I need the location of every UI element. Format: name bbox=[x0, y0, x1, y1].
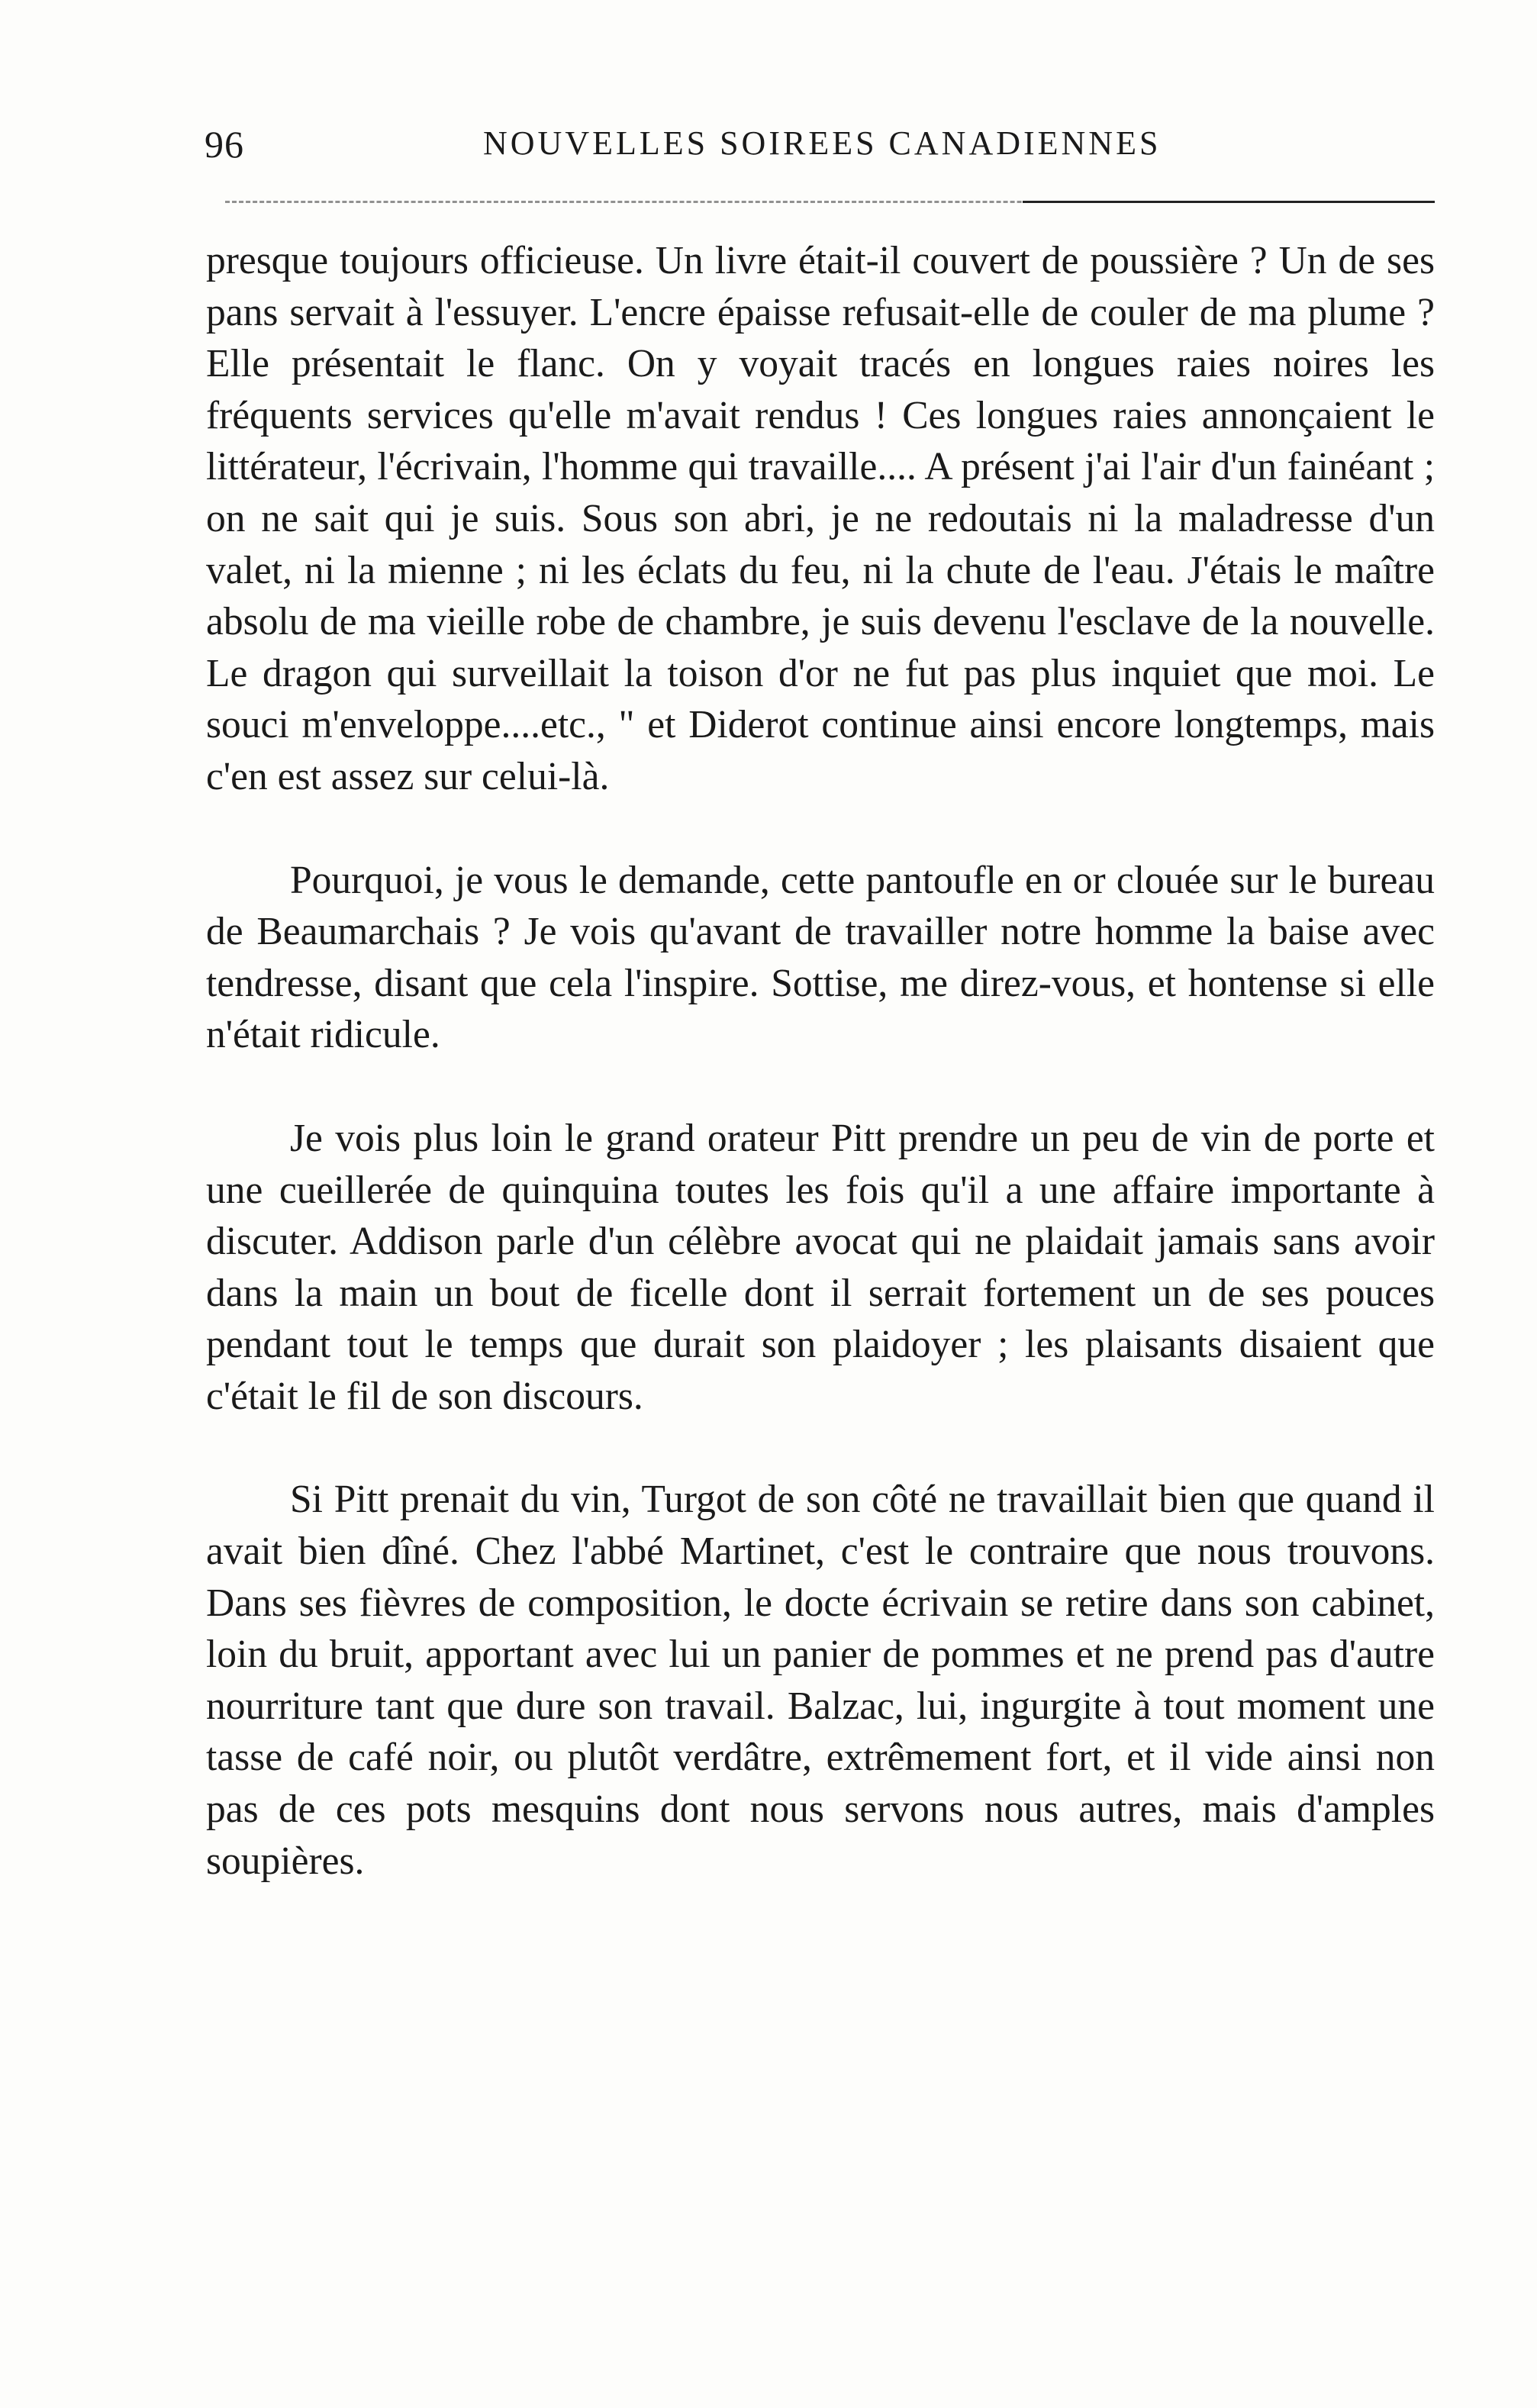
paragraph-2: Pourquoi, je vous le demande, cette pantoufle en or clouée sur le bureau de Beaumarchais ? Je vois qu'avant de travailler notre homme la baise avec tendresse, disant que cela l'inspire. Sottise, me direz-vous, et hontense si elle n'était ridicule. bbox=[206, 858, 1435, 1057]
page-number: 96 bbox=[205, 123, 244, 166]
paragraph-4: Si Pitt prenait du vin, Turgot de son côté ne travaillait bien que quand il avait bien dîné. Chez l'abbé Martinet, c'est le contraire que nous trouvons. Dans ses fièvres de composition, le docte écrivain se retire dans son cabinet, loin du bruit, apportant avec lui un panier de pommes et ne prend pas d'autre nourriture tant que dure son travail. Balzac, lui, ingurgite à tout moment une tasse de café noir, ou plutôt verdâtre, extrêmement fort, et il vide ainsi non pas de ces pots mesquins dont nous servons nous autres, mais d'amples soupières. bbox=[206, 1478, 1435, 1883]
running-title: NOUVELLES SOIREES CANADIENNES bbox=[483, 124, 1162, 162]
body-text bbox=[206, 235, 1435, 1887]
header-rule-solid bbox=[1023, 201, 1435, 203]
paragraph-3: Je vois plus loin le grand orateur Pitt prendre un peu de vin de porte et une cueillerée de quinquina toutes les fois qu'il a une affaire importante à discuter. Addison parle d'un célèbre avocat qui ne plaidait jamais sans avoir dans la main un bout de ficelle dont il serrait fortement un de ses pouces pendant tout le temps que durait son plaidoyer ; les plaisants disaient que c'était le fil de son discours. bbox=[206, 1116, 1435, 1418]
paragraph-1: presque toujours officieuse. Un livre était-il couvert de poussière ? Un de ses pans servait à l'essuyer. L'encre épaisse refusait-elle de couler de ma plume ? Elle présentait le flanc. On y voyait tracés en longues raies noires les fréquents services qu'elle m'avait rendus ! Ces longues raies annonçaient le littérateur, l'écrivain, l'homme qui travaille.... A présent j'ai l'air d'un fainéant ; on ne sait qui je suis. Sous son abri, je ne redoutais ni la maladresse d'un valet, ni la mienne ; ni les éclats du feu, ni la chute de l'eau. J'étais le maître absolu de ma vieille robe de chambre, je suis devenu l'esclave de la nouvelle. Le dragon qui surveillait la toison d'or ne fut pas plus inquiet que moi. Le souci m'enveloppe....etc., " et Diderot continue ainsi encore longtemps, mais c'en est assez sur celui-là. bbox=[206, 239, 1435, 798]
page-header bbox=[205, 122, 1433, 176]
